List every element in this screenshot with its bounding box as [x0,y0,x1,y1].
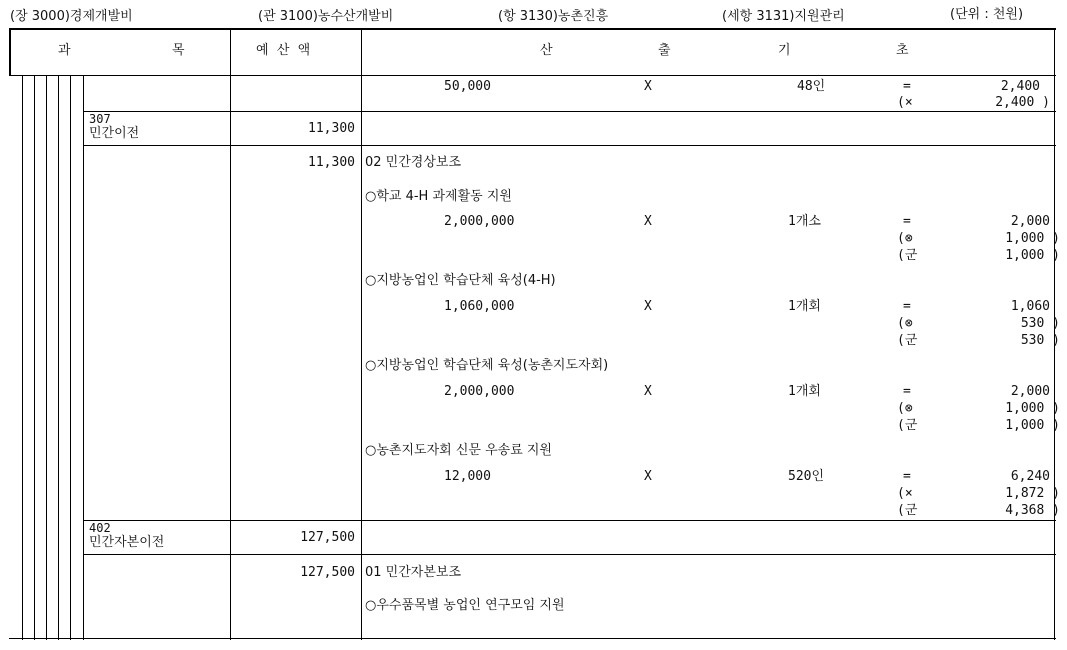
funding-source-label: (× [897,95,913,110]
sub-title-402: 01 민간자본보조 [365,565,462,580]
level-line-2 [34,75,35,640]
multiply-sign: X [644,299,652,314]
col-header-gwa: 과 [58,43,71,58]
multiply-sign: X [644,79,652,94]
quantity: 520인 [788,469,825,484]
quantity: 48인 [797,79,826,94]
equals-sign: = [903,214,911,229]
header-bottom-border [9,75,1056,76]
unit-price: 2,000,000 [444,214,515,229]
level-line-1 [22,75,23,640]
funding-source-value: 530 ) [1020,333,1060,348]
header-hang: (항 3130)농촌진흥 [498,9,609,24]
row-sep-3 [83,520,1056,521]
equals-sign: = [903,469,911,484]
budget-col-left-border [230,28,231,640]
mok-name-402: 민간자본이전 [89,535,165,550]
multiply-sign: X [644,384,652,399]
funding-source-label: (군 [897,418,918,433]
unit-price: 1,060,000 [444,299,515,314]
level-line-6 [83,75,84,640]
mok-amount-307: 11,300 [308,121,355,136]
sub-amount-402: 127,500 [300,565,355,580]
funding-source-value: 1,000 ) [1005,401,1060,416]
quantity: 1개소 [788,214,821,229]
mok-code-402: 402 [89,521,111,535]
funding-source-label: (⊗ [897,316,913,331]
equals-sign: = [903,299,911,314]
col-header-calc-2: 출 [658,43,671,58]
equals-sign: = [903,384,911,399]
col-header-budget: 예 산 액 [256,43,311,58]
funding-source-label: (⊗ [897,231,913,246]
multiply-sign: X [644,214,652,229]
header-sehang: (세항 3131)지원관리 [722,9,845,24]
row-sep-4 [83,554,1056,555]
sub-amount-307: 11,300 [308,155,355,170]
row-sep-1 [83,111,1056,112]
item-name: ○우수품목별 농업인 연구모임 지원 [365,598,565,613]
header-unit: (단위 : 천원) [950,7,1024,22]
unit-price: 50,000 [444,79,491,94]
multiply-sign: X [644,469,652,484]
equals-sign: = [903,79,911,94]
item-name: ○학교 4-H 과제활동 지원 [365,189,512,204]
col-header-calc-3: 기 [778,43,791,58]
mok-name-307: 민간이전 [89,126,140,141]
mok-amount-402: 127,500 [300,530,355,545]
funding-source-label: (군 [897,503,918,518]
quantity: 1개회 [788,384,821,399]
item-name: ○지방농업인 학습단체 육성(농촌지도자회) [365,358,609,373]
funding-source-value: 1,000 ) [1005,418,1060,433]
level-line-5 [70,75,71,640]
unit-price: 2,000,000 [444,384,515,399]
calc-col-left-border [361,28,362,640]
table-left-border [9,28,11,76]
funding-source-label: (군 [897,248,918,263]
line-total: 2,000 [1010,214,1050,229]
line-total: 2,000 [1010,384,1050,399]
funding-source-value: 1,000 ) [1005,248,1060,263]
funding-source-label: (⊗ [897,401,913,416]
funding-source-value: 2,400 ) [995,95,1050,110]
line-total: 2,400 [1000,79,1040,94]
table-top-border [9,28,1056,30]
funding-source-label: (× [897,486,913,501]
table-bottom-border [9,638,1056,639]
line-total: 6,240 [1010,469,1050,484]
row-sep-2 [83,145,1056,146]
mok-code-307: 307 [89,112,111,126]
quantity: 1개회 [788,299,821,314]
level-line-3 [46,75,47,640]
header-jang: (장 3000)경제개발비 [10,9,133,24]
item-name: ○지방농업인 학습단체 육성(4-H) [365,273,556,288]
col-header-calc-4: 초 [896,43,909,58]
funding-source-value: 1,000 ) [1005,231,1060,246]
sub-title-307: 02 민간경상보조 [365,155,462,170]
col-header-calc-1: 산 [540,43,553,58]
funding-source-value: 4,368 ) [1005,503,1060,518]
header-gwan: (관 3100)농수산개발비 [258,9,394,24]
item-name: ○농촌지도자회 신문 우송료 지원 [365,443,552,458]
unit-price: 12,000 [444,469,491,484]
level-line-4 [58,75,59,640]
line-total: 1,060 [1010,299,1050,314]
funding-source-value: 530 ) [1020,316,1060,331]
funding-source-value: 1,872 ) [1005,486,1060,501]
funding-source-label: (군 [897,333,918,348]
col-header-mok: 목 [172,43,185,58]
